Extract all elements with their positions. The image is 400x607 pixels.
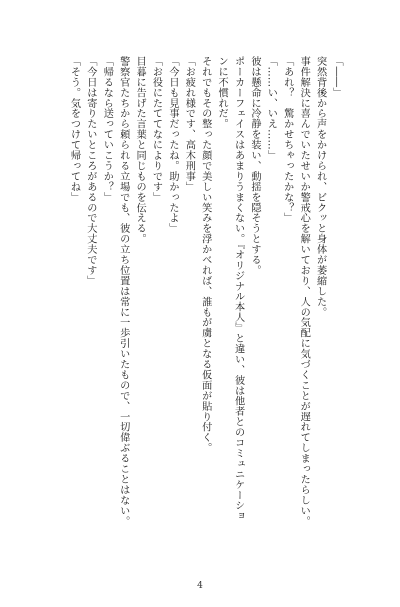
text-line: 警察官たちから頼られる立場でも、彼の立ち位置は常に一歩引いたもので、一切偉ぶることはない。 <box>117 56 129 527</box>
text-line: 彼は懸命に冷静を装い、動揺を隠そうとする。 <box>248 56 260 276</box>
page-number: 4 <box>197 581 203 591</box>
text-line: 「――」 <box>331 56 342 98</box>
text-line: 「そう。気をつけて帰ってね」 <box>68 56 80 203</box>
text-line: ンに不慣れだ。 <box>216 56 228 130</box>
text-line: 目暮に告げた言葉と同じものを伝える。 <box>134 56 146 245</box>
text-line: 「帰るなら送っていこうか？」 <box>101 56 113 203</box>
text-line: 「お疲れ様です、高木刑事」 <box>183 56 195 192</box>
text-line: ポーカーフェイスはあまりうまくない。『オリジナル本人』と違い、彼は他者とのコミュニケーショ <box>232 56 244 522</box>
text-line: 突然背後から声をかけられ、ビクッと身体が萎縮した。 <box>314 56 326 318</box>
text-line: 「お役にたててなによりです」 <box>150 56 162 203</box>
text-line: 「今日は寄りたいところがあるので大丈夫です」 <box>84 56 96 286</box>
text-line: 「あれ？ 驚かせちゃったかな？」 <box>281 56 293 224</box>
text-line: 事件解決に喜んでいたせいか警戒心を解いており、人の気配に気づくことが遅れてしまったらしい。 <box>298 56 310 527</box>
text-line: それでもその整った顔で美しい笑みを浮かべれば、誰もが虜となる仮面が貼り付く。 <box>199 56 211 454</box>
vertical-text-block <box>44 56 344 568</box>
text-line: 「今日も見事だったね。助かったよ」 <box>166 56 178 234</box>
text-line: 「……い、いえ……」 <box>265 56 277 161</box>
